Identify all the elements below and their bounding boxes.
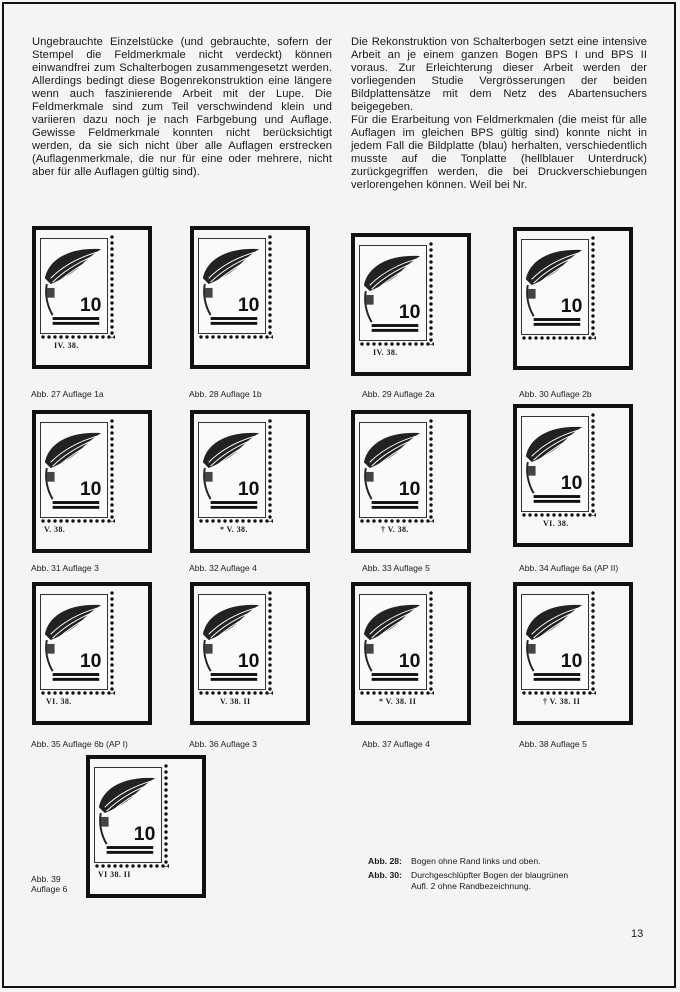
note-label: Abb. 30:: [368, 869, 402, 880]
stamp-image: [521, 594, 589, 690]
margin-inscription: IV. 38.: [54, 341, 79, 350]
perforation-horizontal: [40, 518, 115, 524]
margin-inscription: * V. 38.: [220, 525, 248, 534]
svg-text:10: 10: [133, 823, 156, 846]
perforation-vertical: [267, 234, 273, 338]
figure-caption: Abb. 36 Auflage 3: [189, 739, 257, 749]
perforation-horizontal: [521, 512, 596, 518]
perforation-vertical: [428, 241, 434, 345]
svg-text:10: 10: [398, 478, 421, 501]
perforation-horizontal: [198, 690, 273, 696]
stamp-image: [198, 238, 266, 334]
perforation-vertical: [109, 234, 115, 338]
stamp-image: [359, 245, 427, 341]
stamp-figure: [190, 226, 310, 369]
perforation-horizontal: [40, 334, 115, 340]
svg-text:10: 10: [79, 650, 102, 673]
stamp-image: [359, 422, 427, 518]
figure-notes: [368, 856, 581, 894]
perforation-vertical: [590, 412, 596, 516]
stamp-figure: [32, 410, 152, 553]
stamp-image: [40, 422, 108, 518]
stamp-image: [521, 416, 589, 512]
stamp-image: [359, 594, 427, 690]
svg-text:10: 10: [237, 478, 260, 501]
stamp-image: [198, 594, 266, 690]
note: [368, 870, 581, 892]
perforation-horizontal: [359, 690, 434, 696]
figure-caption: Abb. 32 Auflage 4: [189, 563, 257, 573]
paragraph: Für die Erarbeitung von Feldmerkmalen (die meist für alle Auflagen im gleichen BPS gültig sind) konnte nicht in jedem Fall die Bildplatte (blau) herhalten, verschiedentlich musste auf die Tonplatte (hellblauer Unterdruck) zurückgegriffen werden, die bei Druckverschiebungen verlorengehen können. Weil bei Nr.: [351, 114, 647, 191]
perforation-horizontal: [198, 518, 273, 524]
svg-text:10: 10: [79, 478, 102, 501]
perforation-horizontal: [94, 863, 169, 869]
svg-text:10: 10: [237, 294, 260, 317]
margin-inscription: VI 38. II: [98, 870, 131, 879]
figure-caption: Abb. 37 Auflage 4: [362, 739, 430, 749]
perforation-horizontal: [521, 335, 596, 341]
svg-text:10: 10: [398, 301, 421, 324]
margin-inscription: † V. 38.: [381, 525, 409, 534]
margin-inscription: V. 38. II: [220, 697, 251, 706]
note: [368, 856, 581, 867]
stamp-figure: [190, 582, 310, 725]
figure-caption: Abb. 27 Auflage 1a: [31, 389, 104, 399]
svg-text:10: 10: [398, 650, 421, 673]
stamp-image: [198, 422, 266, 518]
perforation-horizontal: [198, 334, 273, 340]
text-column-left: [32, 36, 332, 179]
stamp-image: [94, 767, 162, 863]
perforation-horizontal: [521, 690, 596, 696]
note-text: Bogen ohne Rand links und oben.: [411, 856, 541, 866]
perforation-vertical: [109, 418, 115, 522]
stamp-figure: [351, 410, 471, 553]
svg-text:10: 10: [237, 650, 260, 673]
note-label: Abb. 28:: [368, 856, 402, 866]
figure-caption: Abb. 30 Auflage 2b: [519, 389, 592, 399]
perforation-vertical: [163, 763, 169, 867]
svg-text:10: 10: [560, 295, 583, 318]
figure-caption: Abb. 31 Auflage 3: [31, 563, 99, 573]
svg-text:10: 10: [560, 472, 583, 495]
margin-inscription: VI. 38.: [46, 697, 72, 706]
stamp-image: [40, 238, 108, 334]
perforation-vertical: [428, 590, 434, 694]
figure-caption: Abb. 29 Auflage 2a: [362, 389, 435, 399]
figure-caption: Abb. 35 Auflage 6b (AP I): [31, 739, 128, 749]
figure-caption: Abb. 39 Auflage 6: [31, 874, 68, 894]
paragraph: Die Rekonstruktion von Schalterbogen setzt eine intensive Arbeit an je einem ganzen Bogen BPS I und BPS II voraus. Zur Erleichterung dieser Arbeit werden der vorliegenden Studie Vergrösserungen der beiden Bildplattensätze mit dem Netz des Abartensuchers beigegeben.: [351, 36, 647, 113]
stamp-figure: [32, 582, 152, 725]
margin-inscription: * V. 38. II: [379, 697, 417, 706]
figure-caption: Abb. 38 Auflage 5: [519, 739, 587, 749]
stamp-figure: [351, 582, 471, 725]
perforation-vertical: [590, 590, 596, 694]
svg-text:10: 10: [560, 650, 583, 673]
perforation-horizontal: [359, 518, 434, 524]
stamp-image: [521, 239, 589, 335]
stamp-figure: [513, 582, 633, 725]
svg-text:10: 10: [79, 294, 102, 317]
perforation-horizontal: [359, 341, 434, 347]
paragraph: Ungebrauchte Einzelstücke (und gebrauchte, sofern der Stempel die Feldmerkmale nicht verdeckt) können einwandfrei zum Schalterbogen zusammengesetzt werden. Allerdings bedingt diese Bogenrekonstruktion eine längere wenn auch faszinierende Arbeit mit der Lupe. Die Feldmerkmale sind zum Teil verschwindend klein und variieren dazu noch je nach Farbgebung und Auflage. Gewisse Feldmerkmale konnten nicht berücksichtigt werden, da sie sich nicht über alle Auflagen erstrecken (Auflagenmerkmale, die nur für eine oder mehrere, nicht aber für alle Auflagen gültig sind).: [32, 36, 332, 178]
perforation-vertical: [590, 235, 596, 339]
stamp-figure: [513, 404, 633, 547]
stamp-image: [40, 594, 108, 690]
page-number: 13: [631, 928, 644, 940]
margin-inscription: † V. 38. II: [543, 697, 581, 706]
perforation-vertical: [267, 590, 273, 694]
perforation-vertical: [109, 590, 115, 694]
perforation-vertical: [428, 418, 434, 522]
margin-inscription: IV. 38.: [373, 348, 398, 357]
perforation-horizontal: [40, 690, 115, 696]
margin-inscription: VI. 38.: [543, 519, 569, 528]
text-column-right: [351, 36, 647, 192]
stamp-figure: [190, 410, 310, 553]
stamp-figure: [513, 227, 633, 370]
note-text: Durchgeschlüpfter Bogen der blaugrünen Aufl. 2 ohne Randbezeichnung.: [411, 869, 569, 891]
perforation-vertical: [267, 418, 273, 522]
stamp-figure: [86, 755, 206, 898]
figure-caption: Abb. 33 Auflage 5: [362, 563, 430, 573]
figure-caption: Abb. 28 Auflage 1b: [189, 389, 262, 399]
figure-caption: Abb. 34 Auflage 6a (AP II): [519, 563, 619, 573]
stamp-figure: [351, 233, 471, 376]
margin-inscription: V. 38.: [44, 525, 66, 534]
stamp-figure: [32, 226, 152, 369]
